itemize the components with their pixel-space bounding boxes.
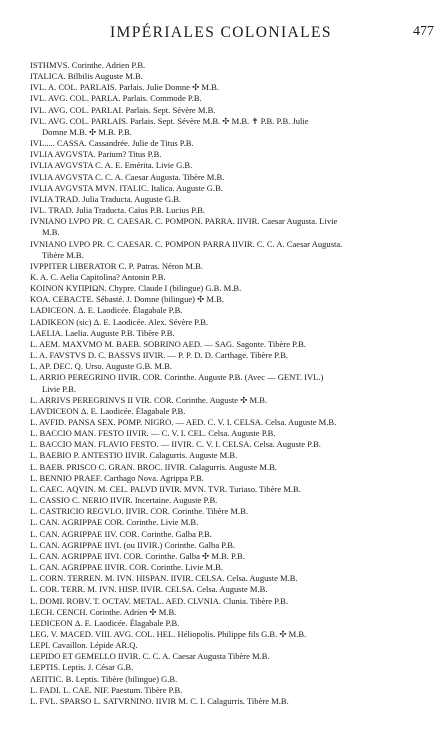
entry: ITALICA. Bilbilis Auguste M.B. [30, 71, 143, 82]
running-title: IMPÉRIALES COLONIALES [110, 24, 332, 41]
entry: L. CAN. AGRIPPAE COR. Corinthe. Livie M.B. [30, 517, 199, 528]
entry-continuation: Livie P.B. [42, 383, 76, 394]
entry: IVL. AVG. COL. PARLAIS. Parlais. Sept. Sévère M.B. ✣ M.B. ✝ P.B. P.B. Julie [30, 115, 309, 126]
entry: L. BACCIO MAN. FLAVIO FESTO. — IIVIR. C. V. I. CELSA. Celsa. Auguste P.B. [30, 439, 321, 450]
entry: L. CAN. AGRIPPAE IIV. COR. Corinthe. Galba P.B. [30, 528, 212, 539]
entry: LAELIA. Laelia. Auguste P.B. Tibère P.B. [30, 327, 175, 338]
entry: IVLIA AVGVSTA C. A. E. Emérita. Livie G.B. [30, 160, 193, 171]
entry-continuation: Domne M.B. ✣ M.B. P.B. [42, 126, 132, 137]
entry: LADICEON. Δ. E. Laodicée. Élagabale P.B. [30, 305, 183, 316]
entry: ISTHMVS. Corinthe. Adrien P.B. [30, 60, 146, 70]
entry: IVPPITER LIBERATOR C. P. Patras. Néron M.B. [30, 260, 203, 271]
entry: L. FVL. SPARSO L. SATVRNINO. IIVIR M. C. I. Calagurris. Tibère M.B. [30, 695, 289, 706]
entry: IVLIA AVGVSTA. Parium? Titus P.B. [30, 149, 162, 160]
page-header [110, 24, 434, 46]
entry: L. ARRIO PEREGRINO IIVIR. COR. Corinthe. Auguste P.B. (Avec — GENT. IVL.) [30, 372, 324, 383]
entry: ΛΕΠΤΙC. B. Leptis. Tibère (bilingue) G.B. [30, 673, 178, 684]
entry: L. CASSIO C. NERIO IIVIR. Incertaine. Auguste P.B. [30, 495, 218, 506]
page-number: 477 [413, 24, 434, 39]
entry: L. COR. TERR. M. IVN. HISP. IIVIR. CELSA. Celsa. Auguste M.B. [30, 584, 268, 595]
entry: IVNIANO LVPO PR. C. CAESAR. C. POMPON PARRA IIVIR. C. C. A. Caesar Augusta. [30, 238, 343, 249]
entry: KOINON KΥΠΡΙΩΝ. Chypre. Claude I (bilingue) G.B. M.B. [30, 283, 242, 294]
entry: LAVDICEON Δ. E. Laodicée. Élagabale P.B. [30, 405, 186, 416]
entry: LEPIDO ET GEMELLO IIVIR. C. C. A. Caesar Augusta Tibère M.B. [30, 651, 270, 662]
entry: L. BACCIO MAN. FESTO IIVIR. — C. V. I. CEL. Celsa. Auguste P.B. [30, 428, 276, 439]
entry: L. AP. DEC. Q. Urso. Auguste G.B. M.B. [30, 361, 172, 372]
entry: L. CAN. AGRIPPAE IIVIR. COR. Corinthe. Livie M.B. [30, 562, 223, 573]
entry: IVL. TRAD. Julia Traducta. Caïus P.B. Lucius P.B. [30, 205, 206, 216]
entry: K. A. C. Aelia Capitolina? Antonin P.B. [30, 271, 166, 282]
entry: IVL..... CASSA. Cassandrée. Julie de Titus P.B. [30, 138, 194, 149]
entry: IVLIA AVGVSTA MVN. ITALIC. Italica. Auguste G.B. [30, 182, 223, 193]
entry: L. CAN. AGRIPPAE IIVI. COR. Corinthe. Galba ✣ M.B. P.B. [30, 550, 245, 561]
entry: L. BAEBIO P. ANTESTIO IIVIR. Calagurris. Auguste M.B. [30, 450, 238, 461]
entry: L. ARRIVS PEREGRINVS II VIR. COR. Corinthe. Auguste ✣ M.B. [30, 394, 268, 405]
entry: KOA. CEBACTE. Sébasté. J. Domne (bilingue) ✣ M.B. [30, 294, 224, 305]
entry: IVL. AVG. COL. PARLA. Parlais. Commode P.B. [30, 93, 202, 104]
entry: L. BAEB. PRISCO C. GRAN. BROC. IIVIR. Calagurris. Auguste M.B. [30, 461, 277, 472]
entry: L. A. FAVSTVS D. C. BASSVS IIVIR. — P. P. D. D. Carthage. Tibère P.B. [30, 350, 289, 361]
entry: LEG. V. MACED. VIII. AVG. COL. HEL. Héliopolis. Philippe fils G.B. ✣ M.B. [30, 628, 307, 639]
entry: L. AEM. MAXVMO M. BAEB. SOBRINO AED. — SAG. Sagonte. Tibère P.B. [30, 338, 306, 349]
entry: L. CAEC. AQVIN. M. CEL. PALVD IIVIR. MVN. TVR. Turiaso. Tibère M.B. [30, 483, 301, 494]
entry: L. DOMI. ROBV. T. OCTAV. METAL. AED. CLVNIA. Clunia. Tibère P.B. [30, 595, 288, 606]
entry: LEPI. Cavaillon. Lépide AR.Q. [30, 640, 138, 651]
entry-continuation: Tibère M.B. [42, 249, 84, 260]
entry: LEPTIS. Leptis. J. César G.B. [30, 662, 134, 673]
entry: LECH. CENCH. Corinthe. Adrien ✣ M.B. [30, 606, 177, 617]
entry: IVLIA TRAD. Julia Traducta. Auguste G.B. [30, 193, 182, 204]
entry: L. CASTRICIO REGVLO. IIVIR. COR. Corinthe. Tibère M.B. [30, 506, 248, 517]
entry: L. BENNIO PRAEF. Carthago Nova. Agrippa P.B. [30, 472, 204, 483]
entry: L. CORN. TERREN. M. IVN. HISPAN. IIVIR. CELSA. Celsa. Auguste M.B. [30, 573, 298, 584]
entry: IVLIA AVGVSTA C. C. A. Caesar Augusta. Tibère M.B. [30, 171, 225, 182]
entry: IVL. A. COL. PARLAIS. Parlais. Julie Domne ✣ M.B. [30, 82, 219, 93]
entry: L. FADI. L. CAE. NIF. Paestum. Tibère P.B. [30, 684, 183, 695]
entry: LEDICEON Δ. E. Laodicée. Élagabale P.B. [30, 617, 180, 628]
entry: L. CAN. AGRIPPAE IIVI. (ou IIVIR.) Corinthe. Galba P.B. [30, 539, 236, 550]
entry-continuation: M.B. [42, 227, 60, 238]
entry: IVNIANO LVPO PR. C. CAESAR. C. POMPON. PARRA. IIVIR. Caesar Augusta. Livie [30, 216, 338, 227]
entry: LADIKEON (sic) Δ. E. Laodicée. Alex. Sévère P.B. [30, 316, 209, 327]
entry: IVL. AVG. COL. PARLAI. Parlais. Sept. Sévère M.B. [30, 104, 216, 115]
entry: L. AVFID. PANSA SEX. POMP. NIGRO. — AED. C. V. I. CELSA. Celsa. Auguste M.B. [30, 417, 337, 427]
entry-list [30, 60, 434, 707]
